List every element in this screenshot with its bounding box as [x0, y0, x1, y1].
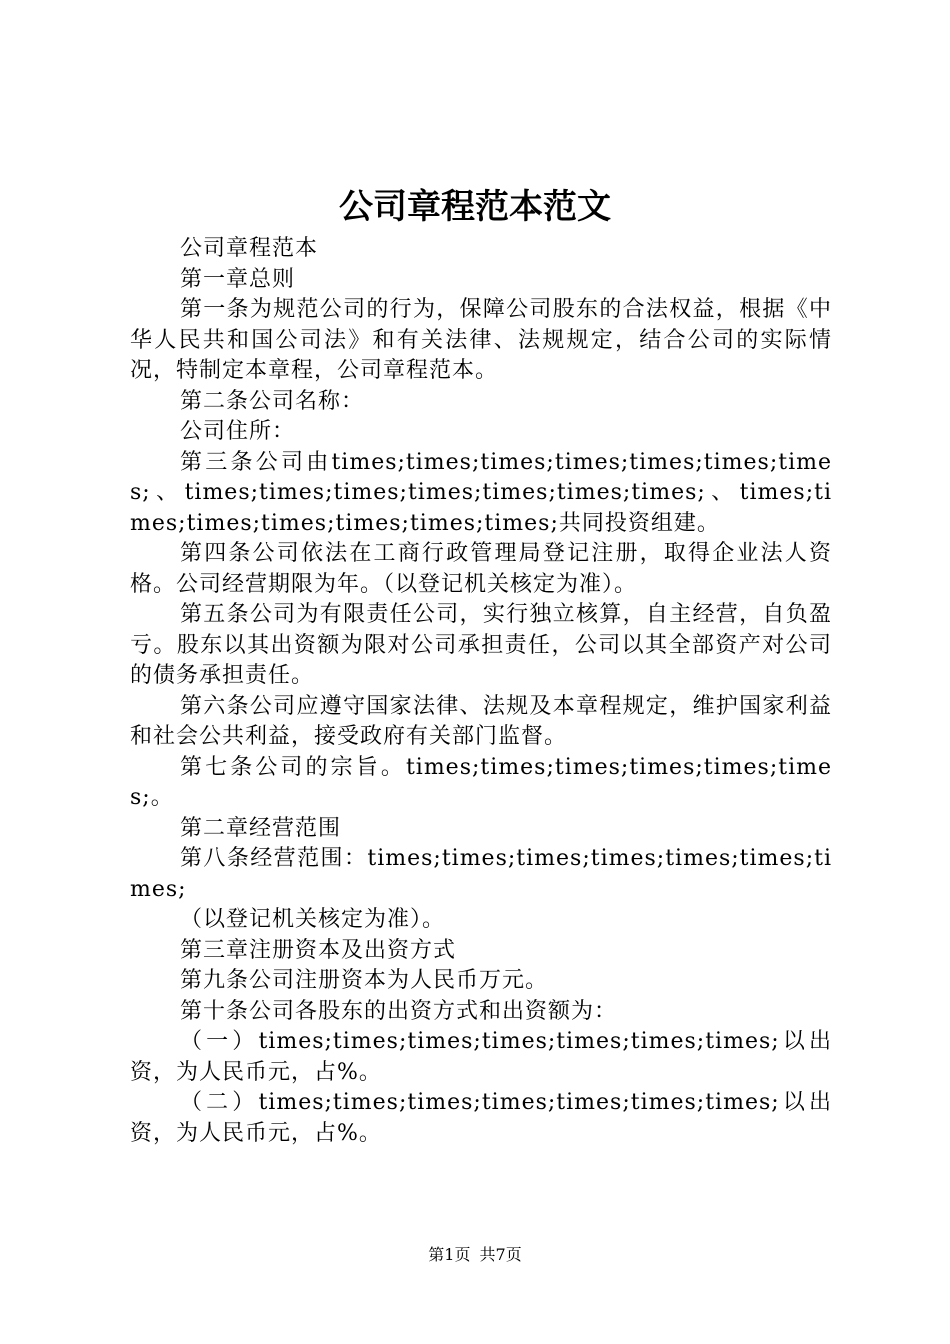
article-paragraph: 第六条公司应遵守国家法律、法规及本章程规定，维护国家利益和社会公共利益，接受政府有关部门监督。 — [130, 693, 832, 749]
article-paragraph: 第二条公司名称： — [180, 388, 365, 414]
page-footer — [0, 1244, 950, 1266]
page-title: 公司章程范本范文 — [339, 187, 611, 227]
paragraph-heading: 公司章程范本 — [180, 236, 319, 261]
page-total: 共7页 — [479, 1245, 522, 1264]
chapter-heading: 第二章经营范围 — [180, 815, 342, 841]
article-paragraph: 第八条经营范围：times;times;times;times;times;times;times; — [130, 846, 832, 902]
page-number: 第1页 — [428, 1245, 471, 1264]
article-paragraph: 公司住所： — [180, 419, 296, 444]
chapter-heading: 第三章注册资本及出资方式 — [180, 937, 457, 963]
article-paragraph: 第四条公司依法在工商行政管理局登记注册，取得企业法人资格。公司经营期限为年。（以登记机关核定为准）。 — [130, 541, 832, 597]
list-item: （一）times;times;times;times;times;times;times;以出资，为人民币元，占%。 — [130, 1029, 832, 1085]
document-body — [130, 234, 832, 1149]
article-paragraph: 第十条公司各股东的出资方式和出资额为： — [180, 998, 618, 1024]
chapter-heading: 第一章总则 — [180, 266, 296, 292]
article-paragraph: 第五条公司为有限责任公司，实行独立核算，自主经营，自负盈亏。股东以其出资额为限对公司承担责任，公司以其全部资产对公司的债务承担责任。 — [130, 602, 832, 688]
article-paragraph: 第九条公司注册资本为人民币万元。 — [180, 968, 549, 993]
article-paragraph: （以登记机关核定为准）。 — [180, 907, 446, 932]
article-paragraph: 第一条为规范公司的行为，保障公司股东的合法权益，根据《中华人民共和国公司法》和有关法律、法规规定，结合公司的实际情况，特制定本章程，公司章程范本。 — [130, 297, 832, 383]
list-item: （二）times;times;times;times;times;times;times;以出资，为人民币元，占%。 — [130, 1090, 832, 1146]
article-paragraph: 第七条公司的宗旨。times;times;times;times;times;times;。 — [130, 754, 832, 810]
article-paragraph: 第三条公司由times;times;times;times;times;times;times;、times;times;times;times;times;times;times;、times;times;times;times;times;times;times;共同投资组建。 — [130, 449, 832, 536]
